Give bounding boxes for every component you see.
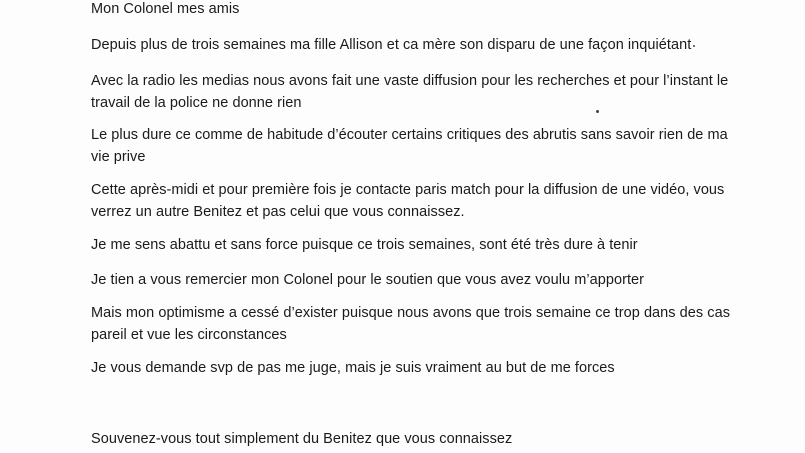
letter-paragraph-1: Depuis plus de trois semaines ma fille Allison et ca mère son disparu de une façon inquiétant <box>91 37 692 53</box>
letter-greeting: Mon Colonel mes amis <box>91 1 240 17</box>
letter-paragraph-8: Je vous demande svp de pas me juge, mais je suis vraiment au but de me forces <box>91 360 615 376</box>
letter-paragraph-7: Mais mon optimisme a cessé d’exister puisque nous avons que trois semaine ce trop dans des cas pareil et vue les circonstances <box>91 305 730 343</box>
letter-paragraph-5: Je me sens abattu et sans force puisque ce trois semaines, sont été très dure à tenir <box>91 237 638 253</box>
letter-paragraph-6: Je tien a vous remercier mon Colonel pour le soutien que vous avez voulu m’apporter <box>91 272 645 288</box>
scan-speck <box>596 110 599 113</box>
letter-paragraph-3: Le plus dure ce comme de habitude d’écouter certains critiques des abrutis sans savoir rien de ma vie prive <box>91 127 728 165</box>
scan-speck <box>693 45 695 47</box>
letter-paragraph-4: Cette après-midi et pour première fois je contacte paris match pour la diffusion de une vidéo, vous verrez un autre Benitez et pas celui que vous connaissez. <box>91 182 725 220</box>
letter-closing: Souvenez-vous tout simplement du Benitez que vous connaissez <box>91 431 513 447</box>
letter-paragraph-2: Avec la radio les medias nous avons fait une vaste diffusion pour les recherches et pour l’instant le travail de la police ne donne rien <box>91 73 729 111</box>
